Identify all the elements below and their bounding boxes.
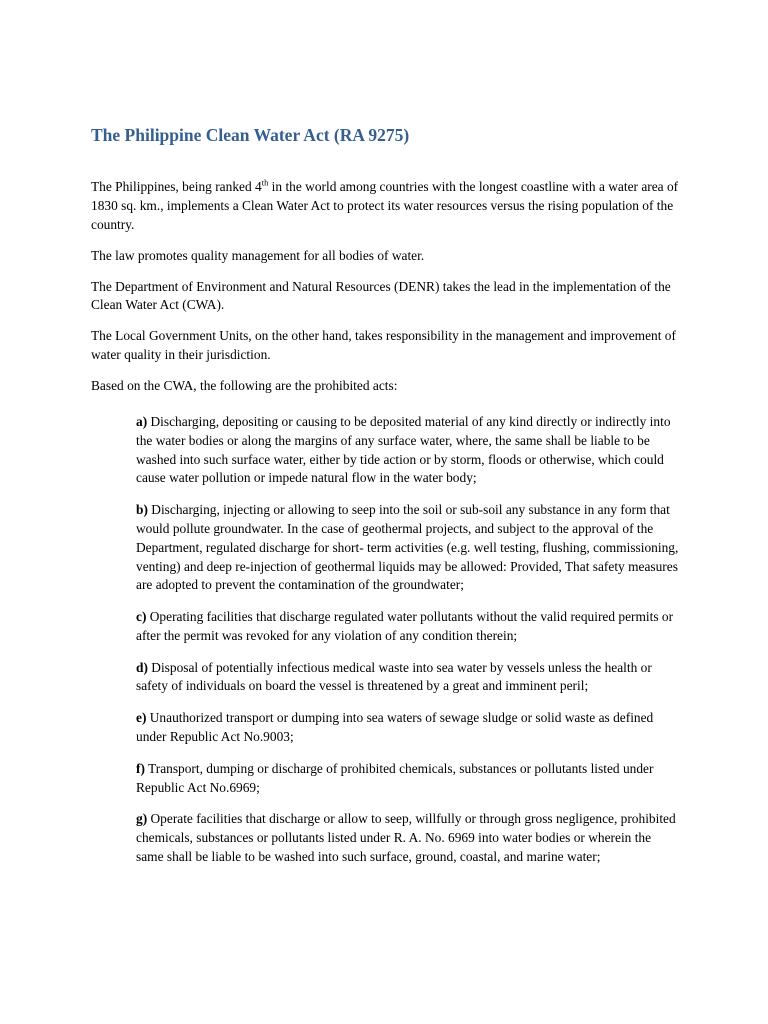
item-text: Discharging, injecting or allowing to seep into the soil or sub-soil any substance in any form that would pollute groundwater. In the case of geothermal projects, and subject to the approval of the Department, regulated discharge for short- term activities (e.g. well testing, flushing, commissioning, venting) and deep re-injection of geothermal liquids may be allowed: Provided, That safety measures are adopted to prevent the contamination of the groundwater; xyxy=(136,502,679,593)
item-marker: g) xyxy=(136,811,148,827)
prohibited-act-a xyxy=(136,413,681,488)
item-text: Operating facilities that discharge regulated water pollutants without the valid required permits or after the permit was revoked for any violation of any condition therein; xyxy=(136,609,674,643)
item-text: Disposal of potentially infectious medical waste into sea water by vessels unless the health or safety of individuals on board the vessel is threatened by a great and imminent peril; xyxy=(136,659,652,694)
intro-text: The Philippines, being ranked 4 xyxy=(91,179,262,194)
prohibited-act-f xyxy=(136,760,681,798)
prohibited-acts-list xyxy=(136,413,681,867)
ordinal-suffix: th xyxy=(261,177,269,188)
document-body xyxy=(91,178,691,880)
item-marker: f) xyxy=(136,760,145,776)
item-text: Unauthorized transport or dumping into sea waters of sewage sludge or solid waste as defined under Republic Act No.9003; xyxy=(136,710,654,745)
paragraph-lgu: The Local Government Units, on the other hand, takes responsibility in the management and improvement of water quality in their jurisdiction. xyxy=(91,328,676,363)
intro-paragraph xyxy=(91,178,691,234)
document-title: The Philippine Clean Water Act (RA 9275) xyxy=(91,125,410,145)
prohibited-act-b xyxy=(136,501,681,595)
item-marker: a) xyxy=(136,413,148,429)
prohibited-act-g xyxy=(136,810,681,866)
prohibited-act-c xyxy=(136,608,681,646)
item-marker: d) xyxy=(136,659,148,675)
item-marker: b) xyxy=(136,502,148,518)
item-text: Operate facilities that discharge or allow to seep, willfully or through gross negligence, prohibited chemicals, substances or pollutants listed under R. A. No. 6969 into water bodies or wherein the same shall be liable to be washed into such surface, ground, coastal, and marine water; xyxy=(136,811,676,865)
prohibited-act-e xyxy=(136,709,681,747)
intro-text-continued: in the world among countries with the longest coastline with a water area of 1830 sq. km., implements a Clean Water Act to protect its water resources versus the rising population of the country. xyxy=(91,179,679,232)
prohibited-act-d xyxy=(136,659,681,697)
paragraph-prohibited-intro: Based on the CWA, the following are the prohibited acts: xyxy=(91,378,398,394)
item-text: Discharging, depositing or causing to be deposited material of any kind directly or indirectly into the water bodies or along the margins of any surface water, where, the same shall be liable to be washed into such surface water, either by tide action or by storm, floods or otherwise, which could cause water pollution or impede natural flow in the water body; xyxy=(136,413,671,486)
paragraph-denr: The Department of Environment and Natural Resources (DENR) takes the lead in the implementation of the Clean Water Act (CWA). xyxy=(91,278,671,313)
item-marker: e) xyxy=(136,710,147,726)
paragraph-quality-management: The law promotes quality management for all bodies of water. xyxy=(91,247,425,263)
item-text: Transport, dumping or discharge of prohibited chemicals, substances or pollutants listed under Republic Act No.6969; xyxy=(136,760,654,795)
item-marker: c) xyxy=(136,609,147,625)
